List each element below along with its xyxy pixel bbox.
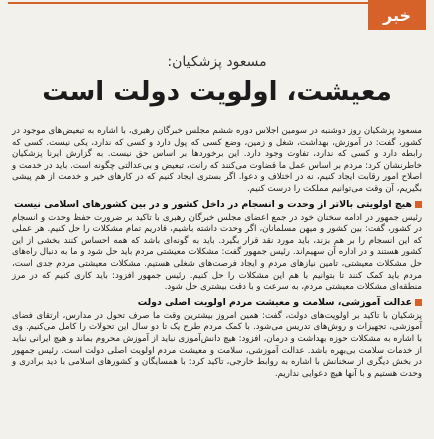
top-divider — [8, 2, 426, 18]
subheading-priorities-text: عدالت آموزشی، سلامت و معیشت مردم اولویت اصلی دولت — [137, 296, 412, 308]
subheading-unity-text: هیچ اولویتی بالاتر از وحدت و انسجام در داخل کشور و در بین کشورهای اسلامی نیست — [14, 198, 412, 210]
subheading-priorities — [12, 297, 422, 309]
article-body — [12, 126, 422, 383]
paragraph-unity: رئیس جمهور در ادامه سخنان خود در جمع اعضای مجلس خبرگان رهبری با تاکید بر ضرورت حفظ وحدت و انسجام در کشور، گفت: بین کشور و میهن مسلمانان، اگر وحدت داشته باشیم، قادریم تمام مشکلات را حل کنیم. هر عملی که این انسجام را بر هم بزند، باید مورد نقد قرار بگیرد. باید به گونه‌ای باشد که همه احساس کنند بخشی از این کشور هستند و در اداره آن سهیم‌اند. رئیس جمهور گفت: مشکلات معیشتی مردم باید حل شود و ما به دنبال راه‌های حل مشکلات معیشتی، تامین نیازهای مردم و ایجاد فرصت‌های شغلی هستیم. مشکلات معیشتی مردم جدی است، مردم باید کمک کنند تا بتوانیم با هم این مشکلات را حل کنیم. رئیس جمهور افزود: باید کاری کنیم که در مرز منطقه‌ای مشکلات معیشتی مردم، به سرعت و با دقت بیشتری حل شود. — [12, 212, 422, 293]
paragraph-intro: مسعود پزشکیان روز دوشنبه در سومین اجلاس دوره ششم مجلس خبرگان رهبری، با اشاره به تبعیض‌های موجود در کشور، گفت: در آموزش، بهداشت، شغل و زمین، وضع کسی که پول دارد و کسی که ندارد، یکی نیست. کسی که رابطه دارد و کسی که ندارد، تفاوت وجود دارد. این برخوردها بر اساس حق نیست. به گزارش ایرنا پزشکیان خاطرنشان کرد: مردم بر اساس عمل ما قضاوت می‌کنند که رانت، تبعیض و بی‌عدالتی چگونه است. باید در خدمت و اصلاح امور رقابت ایجاد کنیم، نه در اختلاف و دعوا. اگر بستری ایجاد کنیم که در کارهای خیر و خدمت از هم پیشی بگیریم، آن وقت می‌توانیم مملکت را درست کنیم. — [12, 126, 422, 194]
bullet-icon — [415, 299, 422, 306]
section-tag: خبر — [368, 0, 426, 30]
article-author: مسعود پزشکیان: — [167, 54, 267, 70]
bullet-icon — [415, 201, 422, 208]
article-headline: معیشت، اولویت دولت است — [42, 77, 392, 107]
paragraph-priorities: پزشکیان با تاکید بر اولویت‌های دولت، گفت: همین امروز بیشترین وقت ما صرف تحول در مدارس، ارتقای فضای آموزشی، تجهیزات و روش‌های تدریس می‌شود. با کمک مردم طرح یک تا دو سال این تحولات را کامل می‌کنیم. وی با اشاره به مشکلات حوزه بهداشت و درمان، افزود: هیچ دانش‌آموزی نباید از آموزش محروم بماند و هیچ ایرانی نباید از خدمات سلامت بی‌بهره باشد. عدالت آموزشی، سلامت و معیشت مردم اولویت اصلی دولت است. رئیس جمهور در بخش دیگری از سخنانش با اشاره به روابط خارجی، تاکید کرد: با همسایگان و کشورهای اسلامی با دید برادری و وحدت هستیم و با آنها هیچ دعوایی نداریم. — [12, 310, 422, 379]
subheading-unity — [12, 199, 422, 211]
